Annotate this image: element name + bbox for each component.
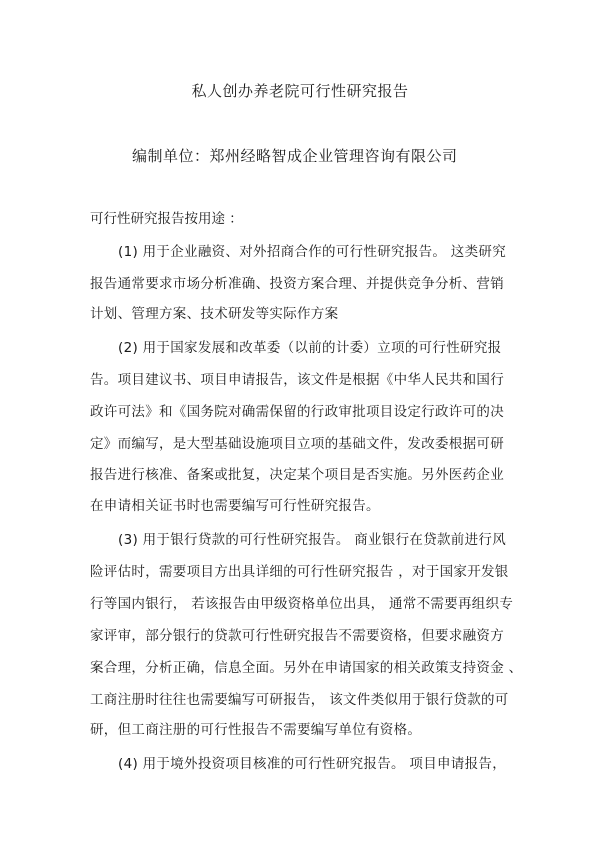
paragraph-line: 工商注册时往往也需要编写可研报告， 该文件类似用于银行贷款的可	[90, 692, 509, 708]
paragraph-line: 报告通常要求市场分析准确、投资方案合理、并提供竞争分析、营销	[90, 276, 504, 292]
compiling-unit: 编制单位：郑州经略智成企业管理咨询有限公司	[132, 147, 458, 165]
paragraph-line: (3) 用于银行贷款的可行性研究报告。 商业银行在贷款前进行风	[118, 532, 507, 548]
paragraph-line: 行等国内银行， 若该报告由甲级资格单位出具， 通常不需要再组织专	[90, 596, 514, 612]
paragraph-line: (2) 用于国家发展和改革委（以前的计委）立项的可行性研究报	[118, 340, 502, 356]
paragraph-line: 案合理，分析正确，信息全面。另外在申请国家的相关政策支持资金 、	[90, 660, 523, 676]
paragraph-line: 计划、管理方案、技术研发等实际作方案	[90, 306, 339, 322]
paragraph-line: (1) 用于企业融资、对外招商合作的可行性研究报告。 这类研究	[118, 244, 507, 260]
document-title: 私人创办养老院可行性研究报告	[191, 82, 409, 100]
paragraph-line: 定》而编写，是大型基础设施项目立项的基础文件，发改委根据可研	[90, 436, 504, 452]
paragraph-line: 家评审，部分银行的贷款可行性研究报告不需要资格，但要求融资方	[90, 628, 504, 644]
paragraph-line: 政许可法》和《国务院对确需保留的行政审批项目设定行政许可的决	[90, 404, 504, 420]
paragraph-line: 告。项目建议书、项目申请报告，该文件是根据《中华人民共和国行	[90, 372, 504, 388]
paragraph-line: 报告进行核准、备案或批复，决定某个项目是否实施。另外医药企业	[90, 467, 504, 483]
usage-heading: 可行性研究报告按用途 ：	[90, 211, 243, 227]
paragraph-line: 险评估时，需要项目方出具详细的可行性研究报告 ，对于国家开发银	[90, 564, 509, 580]
paragraph-line: (4) 用于境外投资项目核准的可行性研究报告。 项目申请报告，	[118, 756, 507, 772]
paragraph-line: 研，但工商注册的可行性报告不需要编写单位有资格。	[90, 722, 422, 738]
paragraph-line: 在申请相关证书时也需要编写可行性研究报告。	[90, 498, 380, 514]
